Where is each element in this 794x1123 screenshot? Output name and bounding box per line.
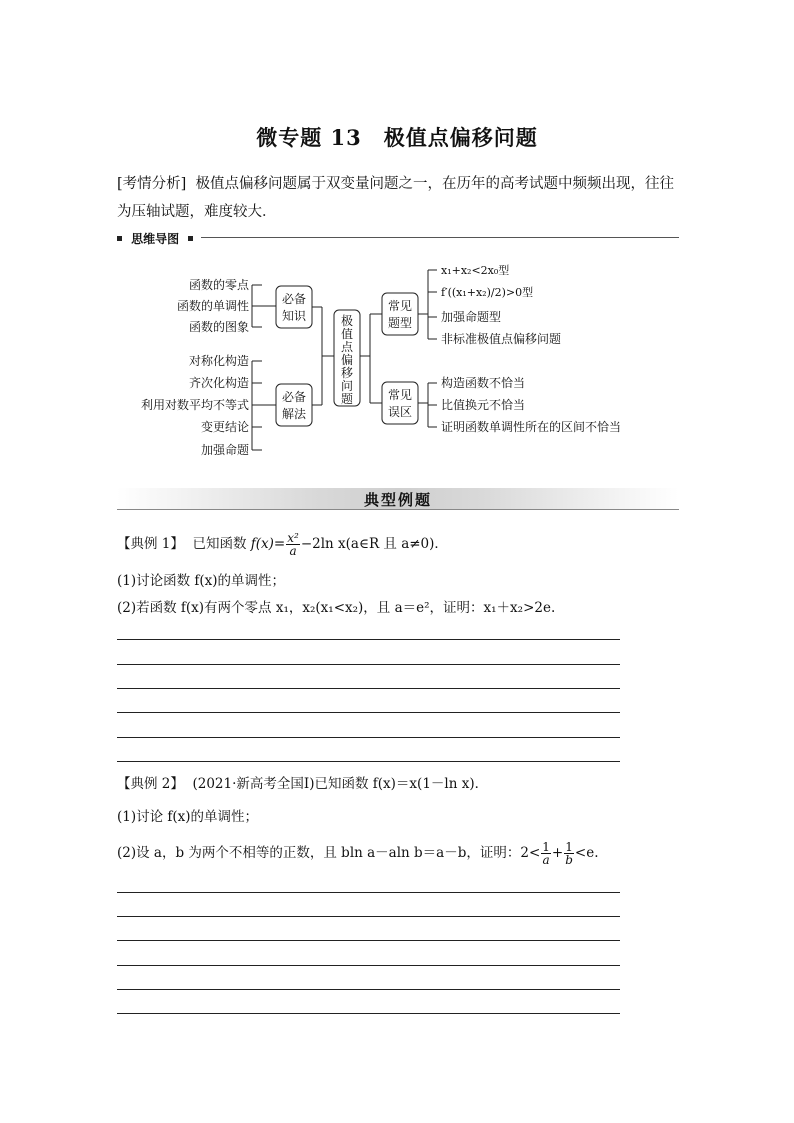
methods-box-label: 解法 [281,407,307,421]
example1-stem-tail: −2ln x(a∈R 且 a≠0)． [300,536,448,552]
answer-line[interactable] [117,1013,620,1014]
mistake-item: 构造函数不恰当 [441,376,526,390]
example1-func: f(x)= [250,536,286,552]
mind-map [0,255,794,465]
square-bullet-icon [188,236,193,241]
mindmap-heading-label: 思维导图 [131,232,180,246]
root-char: 移 [340,366,354,380]
root-char: 偏 [340,353,354,367]
method-item: 齐次化构造 [188,376,249,390]
answer-line[interactable] [117,688,620,689]
root-char: 值 [340,327,354,341]
method-item: 对称化构造 [188,354,249,368]
knowledge-item: 函数的单调性 [176,299,249,313]
type-item: x₁+x₂<2x₀型 [441,264,510,277]
knowledge-item: 函数的图象 [188,320,249,334]
example2-fraction-b: $\frac{1}{b}$ [565,840,573,867]
methods-box-label: 必备 [281,390,307,404]
example2-q1: (1)讨论 f(x)的单调性； [117,809,259,825]
knowledge-box-label: 知识 [281,309,307,323]
mindmap-heading [117,228,679,248]
intro-tag: [考情分析] [117,176,187,192]
intro-text: 极值点偏移问题属于双变量问题之一，在历年的高考试题中频频出现，往往为压轴试题，难度较大． [117,176,675,220]
mistakes-box-label: 误区 [387,405,413,419]
example1-q1: (1)讨论函数 f(x)的单调性； [117,573,286,589]
root-char: 题 [340,392,354,406]
answer-line[interactable] [117,639,620,640]
example2-stem [117,774,488,794]
root-char: 极 [340,314,354,328]
root-char: 问 [340,379,354,393]
root-char: 点 [340,340,354,354]
type-item: 非标准极值点偏移问题 [441,332,562,346]
heading-rule [201,237,679,238]
example1-q2: (2)若函数 f(x)有两个零点 x₁，x₂(x₁<x₂)，且 a＝e²，证明：x₁＋x₂>2e. [117,600,556,616]
answer-line[interactable] [117,940,620,941]
example2-fraction-a: $\frac{1}{a}$ [542,840,550,867]
method-item: 加强命题 [200,443,249,457]
knowledge-item: 函数的零点 [188,278,249,292]
answer-line[interactable] [117,664,620,665]
mistakes-box-label: 常见 [387,388,413,402]
mistake-item: 比值换元不恰当 [441,398,526,412]
page-title: 微专题 13 极值点偏移问题 [256,125,538,150]
type-item: f′((x₁+x₂)/2)>0型 [441,286,534,299]
mistake-item: 证明函数单调性所在的区间不恰当 [441,420,622,434]
example1-fraction: $\frac{\text{x²}}{a}$ [287,531,299,558]
example1-stem-text: 已知函数 [192,536,247,552]
answer-line[interactable] [117,989,620,990]
example2-q2: (2)设 a，b 为两个不相等的正数，且 bln a－aln b＝a－b，证明：2< $\frac{1}{a}$ + $\frac{1}{b}$ <e. [117,840,599,867]
answer-line[interactable] [117,892,620,893]
method-item: 变更结论 [200,420,249,434]
type-item: 加强命题型 [441,310,502,324]
example1-stem [117,532,448,557]
intro-paragraph [117,170,682,226]
examples-heading-band [117,488,679,510]
example1-tag: 【典例 1】 [117,536,184,552]
types-box-label: 常见 [387,299,413,313]
answer-line[interactable] [117,737,620,738]
answer-line[interactable] [117,965,620,966]
examples-heading: 典型例题 [363,491,432,509]
example2-tag: 【典例 2】 [117,776,184,792]
example2-stem-text: (2021·新高考全国Ⅰ)已知函数 f(x)＝x(1－ln x)． [192,776,489,792]
square-bullet-icon [117,236,122,241]
knowledge-box-label: 必备 [281,292,307,306]
method-item: 利用对数平均不等式 [140,398,249,412]
answer-line[interactable] [117,712,620,713]
answer-line[interactable] [117,916,620,917]
types-box-label: 题型 [387,316,413,330]
answer-line[interactable] [117,761,620,762]
